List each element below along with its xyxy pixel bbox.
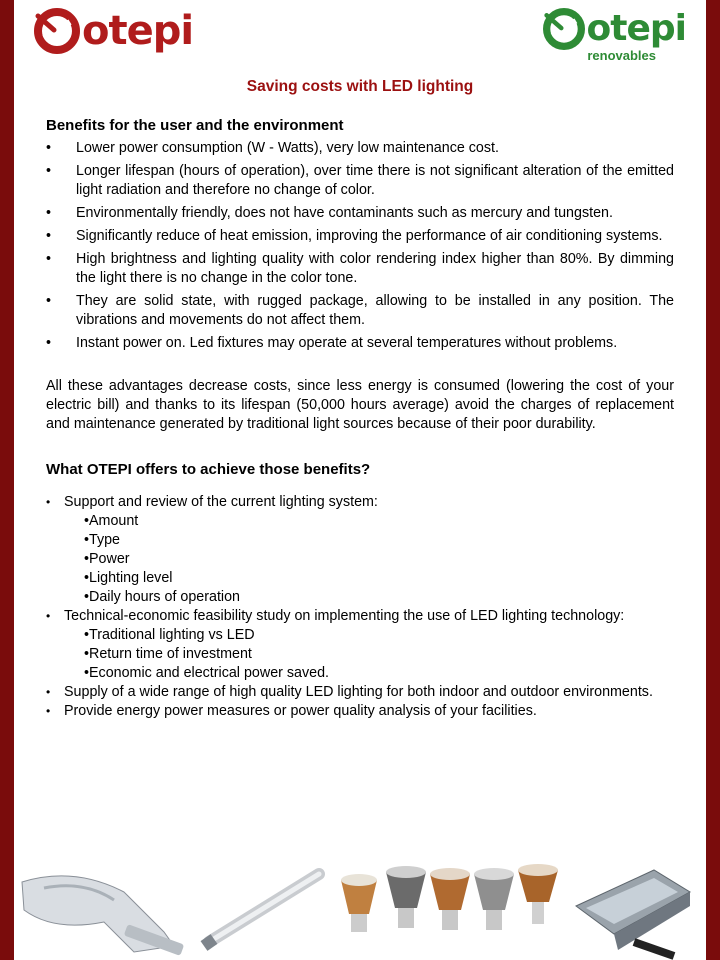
sub-list-item: •Traditional lighting vs LED bbox=[84, 627, 255, 643]
sub-list-item: •Type bbox=[84, 532, 121, 548]
benefits-list bbox=[46, 139, 674, 353]
sub-list-item: •Amount bbox=[84, 513, 139, 529]
led-tube-image bbox=[204, 874, 319, 946]
summary-paragraph: All these advantages decrease costs, since less energy is consumed (lowering the cost of your electric bill) and thanks to its lifespan (50,000 hours average) avoid the charges of replacement and maintenance generated by traditional light sources because of their poor durability. bbox=[46, 378, 674, 432]
list-item bbox=[46, 683, 674, 702]
sub-list-item: •Daily hours of operation bbox=[84, 589, 241, 605]
page-title: Saving costs with LED lighting bbox=[246, 78, 474, 95]
otepi-renovables-logo bbox=[543, 8, 686, 63]
list-item: • Lower power consumption (W - Watts), very low maintenance cost. bbox=[46, 139, 674, 158]
list-item: • Significantly reduce of heat emission, improving the performance of air conditioning systems. bbox=[46, 227, 674, 246]
document-page bbox=[14, 0, 706, 960]
offer-text: Technical-economic feasibility study on implementing the use of LED lighting technology: bbox=[64, 608, 625, 624]
list-item: • They are solid state, with rugged package, allowing to be installed in any position. The vibrations and movements do not affect them. bbox=[46, 292, 674, 330]
sub-list bbox=[64, 512, 674, 607]
led-bulbs-image bbox=[341, 864, 558, 932]
bullet-icon: • bbox=[46, 685, 51, 699]
sub-list bbox=[64, 626, 674, 683]
otepi-renovables-logo-mark-icon bbox=[543, 8, 585, 50]
logo-subtitle: renovables bbox=[587, 48, 656, 63]
bullet-icon: • bbox=[46, 704, 51, 718]
otepi-logo bbox=[34, 8, 193, 54]
list-item: • High brightness and lighting quality with color rendering index higher than 80%. By dimming the light there is no change in the color tone. bbox=[46, 250, 674, 288]
flood-light-image bbox=[576, 870, 690, 956]
otepi-logo-mark-icon bbox=[34, 8, 80, 54]
bullet-icon: • bbox=[46, 495, 51, 509]
offer-text: Provide energy power measures or power quality analysis of your facilities. bbox=[64, 703, 537, 719]
logo-wordmark: otepi bbox=[586, 8, 686, 49]
list-item: • Longer lifespan (hours of operation), over time there is not significant alteration of the emitted light radiation and therefore no change of color. bbox=[46, 162, 674, 200]
street-light-image bbox=[22, 876, 184, 956]
bullet-icon: • bbox=[46, 609, 51, 623]
list-item bbox=[46, 493, 674, 607]
list-item bbox=[46, 607, 674, 683]
offers-heading: What OTEPI offers to achieve those benefits? bbox=[46, 461, 371, 478]
logo-wordmark: otepi bbox=[82, 8, 194, 54]
offers-list bbox=[46, 493, 674, 721]
sub-list-item: •Economic and electrical power saved. bbox=[84, 665, 329, 681]
offer-text: Supply of a wide range of high quality LED lighting for both indoor and outdoor environments. bbox=[64, 684, 653, 700]
sub-list-item: •Return time of investment bbox=[84, 646, 252, 662]
document-body bbox=[46, 116, 674, 721]
list-item: • Environmentally friendly, does not have contaminants such as mercury and tungsten. bbox=[46, 204, 674, 223]
sub-list-item: •Power bbox=[84, 551, 130, 567]
benefits-heading: Benefits for the user and the environment bbox=[46, 117, 344, 134]
product-photo-strip bbox=[14, 862, 706, 960]
list-item bbox=[46, 702, 674, 721]
list-item: • Instant power on. Led fixtures may operate at several temperatures without problems. bbox=[46, 334, 674, 353]
offer-text: Support and review of the current lighting system: bbox=[64, 494, 378, 510]
sub-list-item: •Lighting level bbox=[84, 570, 173, 586]
